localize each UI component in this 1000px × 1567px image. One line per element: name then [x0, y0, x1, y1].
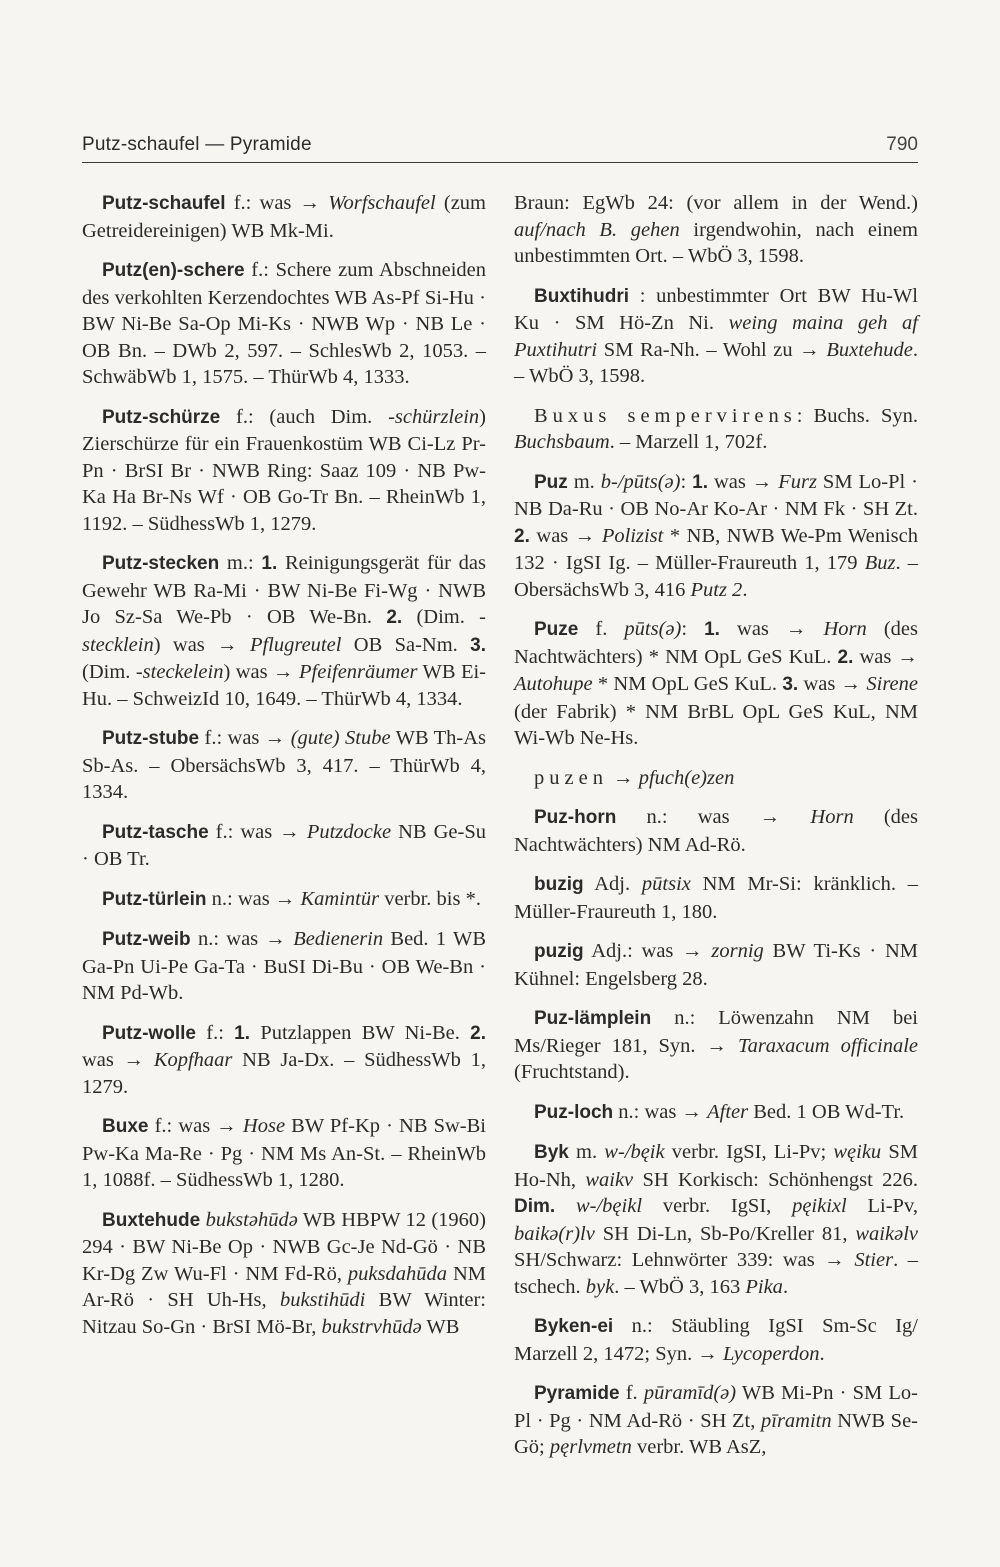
entry-italic-text: (gute) Stube	[290, 727, 391, 749]
entry-italic-text: Pfeifenräumer	[299, 661, 418, 683]
dictionary-entry	[82, 725, 486, 806]
entry-headword: Buxtihudri	[534, 285, 629, 307]
entry-text: SM Ra-Nh. – Wohl zu →	[597, 338, 827, 361]
entry-italic-text: Buz	[864, 552, 896, 574]
entry-headword: Puze	[534, 619, 579, 640]
entry-italic-text: -stecklein	[82, 606, 486, 656]
right-column	[514, 190, 918, 1474]
entry-italic-text: Stier	[854, 1249, 894, 1271]
entry-italic-text: Putz 2	[690, 578, 743, 601]
entry-headword-spaced: Buxus sempervirens	[534, 404, 797, 427]
entry-text: (zum Getreidereinigen) WB Mk-Mi.	[82, 192, 486, 242]
dictionary-entry	[82, 550, 486, 712]
entry-text: : unbestimmter Ort BW Hu-Wl Ku · SM Hö-Zn Ni.	[514, 284, 918, 334]
running-title: Putz-schaufel — Pyramide	[82, 134, 312, 155]
entry-italic-text: bukstrvhūdə	[321, 1315, 422, 1338]
entry-text: (des Nachtwächters) * NM OpL GeS KuL.	[514, 618, 918, 668]
entry-italic-text: weing maina geh af Puxtihutri	[514, 312, 918, 361]
entry-text: irgendwohin, nach einem unbestimmten Ort. – WbÖ 3, 1598.	[514, 218, 918, 267]
entry-text: . – WbÖ 3, 1598.	[514, 338, 918, 387]
entry-italic-text: Kamintür	[300, 887, 380, 910]
entry-italic-text: pīramitn	[761, 1409, 832, 1432]
entry-italic-text: pęikixl	[792, 1195, 847, 1217]
entry-text: (der Fabrik) * NM BrBL OpL GeS KuL, NM Wi-Wb Ne-Hs.	[514, 700, 918, 749]
entry-text: was →	[719, 618, 824, 640]
entry-text: NM Mr-Si: kränklich. – Müller-Fraureuth 1, 180.	[514, 873, 918, 923]
dictionary-entry	[82, 926, 486, 1007]
entry-text: NWB Se-Gö;	[514, 1409, 919, 1458]
entry-text: n.: was →	[206, 887, 301, 910]
entry-italic-text: Lycoperdon	[722, 1342, 820, 1365]
entry-italic-text: w-/bęikl	[575, 1195, 643, 1217]
entry-text: n.: Stäubling IgSI Sm-Sc Ig/ Marzell 2, 1472; Syn. →	[514, 1315, 918, 1365]
entry-text: verbr. WB AsZ,	[631, 1436, 767, 1458]
entry-text: NM Ar-Rö · SH Uh-Hs,	[82, 1262, 486, 1311]
dictionary-entry	[514, 1139, 918, 1300]
entry-text: BW Winter: Nitzau So-Gn · BrSI Mö-Br,	[82, 1289, 486, 1338]
entry-headword: Putz-stecken	[102, 553, 220, 574]
entry-headword: buzig	[534, 874, 584, 895]
entry-italic-text: Horn	[810, 806, 854, 828]
dictionary-entry	[514, 283, 918, 390]
entry-text: was →	[529, 524, 602, 547]
entry-italic-text: Hose	[242, 1115, 286, 1137]
dictionary-entry	[514, 1313, 918, 1367]
entry-text: . – ObersächsWb 3, 416	[514, 552, 918, 601]
entry-text: Adj.: was →	[583, 940, 712, 962]
entry-italic-text: pfuch(e)zen	[638, 766, 735, 789]
entry-text	[555, 1195, 576, 1217]
dictionary-entry	[82, 190, 486, 244]
entry-text: →	[607, 766, 639, 789]
entry-text: NB Ja-Dx. – SüdhessWb 1, 1279.	[82, 1049, 486, 1098]
entry-text: f.: Schere zum Abschneiden des verkohlten Kerzendochtes WB As-Pf Si-Hu · BW Ni-Be Sa-Op Mi-Ks · NWB Wp · NB Le · OB Bn. – DWb 2, 597. – SchlesWb 2, 1053. – SchwäbWb 1, 1575. – ThürWb 4, 1333.	[82, 259, 486, 388]
entry-italic-text: pūramīd(ə)	[643, 1382, 737, 1404]
entry-text: ) Zierschürze für ein Frauenkostüm WB Ci-Lz Pr-Pn · BrSI Br · NWB Ring: Saaz 109 · NB Pw-Ka Ha Br-Ns Wf · OB Go-Tr Bn. – RheinWb 1, 1192. – SüdhessWb 1, 1279.	[82, 405, 486, 535]
dictionary-entry	[514, 616, 918, 752]
entry-text: was →	[798, 673, 867, 695]
entry-text: (Dim.	[82, 661, 136, 683]
entry-text: BW Pf-Kp · NB Sw-Bi Pw-Ka Ma-Re · Pg · NM Ms An-St. – RheinWb 1, 1088f. – SüdhessWb 1, 1280.	[82, 1115, 487, 1191]
entry-italic-text: waikv	[585, 1168, 634, 1191]
entry-italic-text: pūtsix	[641, 873, 691, 895]
entry-italic-text: auf/nach B. gehen	[514, 218, 680, 241]
entry-headword: Putz-türlein	[102, 888, 207, 910]
entry-text: . – Marzell 1, 702f.	[609, 431, 768, 453]
entry-italic-text: Kopfhaar	[153, 1049, 233, 1071]
dictionary-entry	[514, 871, 918, 925]
entry-italic-text: zornig	[711, 940, 764, 962]
entry-text: f.: was →	[148, 1115, 243, 1137]
entry-italic-text: Horn	[823, 618, 867, 640]
entry-italic-text: bukstihūdi	[279, 1289, 366, 1311]
dictionary-entry	[514, 403, 918, 456]
entry-headword: Puz-loch	[534, 1101, 614, 1123]
entry-headword: Buxe	[102, 1116, 149, 1137]
entry-text: f.: was →	[208, 820, 307, 843]
entry-headword: Putz-schürze	[102, 406, 221, 428]
entry-text: verbr. bis *.	[379, 887, 481, 910]
entry-text: ) was →	[223, 661, 299, 683]
entry-text: (Dim.	[402, 606, 480, 628]
entry-italic-text: baikə(r)lv	[514, 1222, 595, 1245]
entry-text: f.	[578, 618, 625, 640]
entry-text: SH Di-Ln, Sb-Po/Kreller 81,	[594, 1222, 856, 1245]
entry-text: SM Lo-Pl · NB Da-Ru · OB No-Ar Ko-Ar · NM Fk · SH Zt.	[514, 470, 918, 520]
entry-headword: Putz-weib	[102, 929, 191, 950]
entry-text: WB HBPW 12 (1960) 294 · BW Ni-Be Op · NWB Gc-Je Nd-Gö · NB Kr-Dg Zw Wu-Fl · NM Fd-Rö,	[82, 1208, 487, 1285]
entry-italic-text: waikəlv	[855, 1222, 918, 1245]
entry-headword: Byk	[534, 1142, 569, 1163]
page-number: 790	[886, 134, 918, 155]
entry-italic-text: Putzdocke	[306, 820, 392, 843]
entry-sense-number: 3.	[470, 634, 486, 656]
entry-sense-number: 1.	[704, 619, 720, 640]
entry-italic-text: Bedienerin	[293, 928, 384, 950]
entry-text: . – tschech.	[514, 1249, 918, 1298]
dictionary-entry	[82, 886, 486, 914]
entry-text: SH Korkisch: Schönhengst 226.	[633, 1168, 918, 1191]
entry-headword: Buxtehude	[102, 1209, 201, 1231]
entry-text: . – WbÖ 3, 163	[614, 1275, 746, 1298]
entry-headword-spaced: puzen	[534, 766, 608, 789]
entry-text: f.:	[195, 1021, 235, 1044]
entry-italic-text: -steckelein	[135, 661, 224, 683]
dictionary-entry	[82, 819, 486, 873]
entry-headword: Putz(en)-schere	[102, 260, 245, 281]
entry-italic-text: After	[707, 1100, 749, 1123]
entry-text: n.: was →	[613, 1100, 708, 1123]
entry-sense-number: 1.	[692, 471, 708, 493]
entry-italic-text: Sirene	[866, 673, 918, 695]
entry-text: (Fruchtstand).	[514, 1061, 630, 1083]
entry-text: ) was →	[153, 633, 250, 656]
entry-text: .	[742, 578, 748, 601]
entry-text: was →	[82, 1049, 154, 1071]
entry-italic-text: Pika	[745, 1275, 783, 1298]
dictionary-entry	[514, 804, 918, 858]
entry-text: (des Nachtwächters) NM Ad-Rö.	[514, 806, 919, 856]
entry-text: SH/Schwarz: Lehnwörter 339: was →	[514, 1249, 855, 1271]
entry-headword: puzig	[534, 941, 584, 962]
entry-italic-text: węiku	[833, 1141, 882, 1163]
entry-headword: Puz-lämplein	[534, 1008, 652, 1029]
dictionary-entry	[82, 404, 486, 538]
dictionary-entry	[514, 938, 918, 992]
entry-text: m.	[567, 470, 601, 493]
entry-text: Adj.	[583, 873, 642, 895]
dictionary-entry	[514, 1380, 918, 1461]
entry-italic-text: Worfschaufel	[328, 192, 436, 214]
entry-text: Braun: EgWb 24: (vor allem in der Wend.)	[514, 192, 918, 214]
entry-italic-text: Pflugreutel	[249, 633, 342, 656]
entry-headword: Putz-wolle	[102, 1022, 196, 1044]
entry-headword: Putz-schaufel	[102, 193, 226, 214]
entry-text: WB Mi-Pn · SM Lo-Pl · Pg · NM Ad-Rö · SH Zt,	[514, 1382, 919, 1432]
entry-text: SM Ho-Nh,	[514, 1141, 918, 1191]
dictionary-entry	[82, 257, 486, 391]
entry-text: WB Th-As Sb-As. – ObersächsWb 3, 417. – ThürWb 4, 1334.	[82, 727, 487, 803]
entry-text: n.: Löwenzahn NM bei Ms/Rieger 181, Syn. →	[514, 1007, 918, 1057]
entry-text: was →	[853, 645, 918, 668]
entry-text: * NM OpL GeS KuL.	[592, 673, 783, 695]
running-header	[82, 132, 918, 163]
entry-italic-text: pūts(ə)	[624, 618, 682, 640]
entry-text: verbr. IgSI, Li-Pv;	[664, 1141, 834, 1163]
entry-text: f.	[619, 1382, 644, 1404]
entry-italic-text: puksdahūda	[347, 1262, 447, 1285]
entry-italic-text: Autohupe	[514, 673, 593, 695]
entry-text: :	[681, 618, 705, 640]
entry-text: BW Ti-Ks · NM Kühnel: Engelsberg 28.	[514, 940, 918, 990]
entry-headword: Putz-stube	[102, 728, 200, 749]
entry-text: f.: (auch Dim.	[220, 405, 389, 428]
entry-text: * NB, NWB We-Pm Wenisch 132 · IgSI Ig. – Müller-Fraureuth 1, 179	[514, 524, 919, 574]
entry-italic-text: Taraxacum officinale	[738, 1034, 918, 1057]
entry-italic-text: b-/pūts(ə)	[600, 470, 681, 493]
dictionary-entry	[514, 190, 918, 270]
entry-text: .	[782, 1275, 789, 1298]
left-column	[82, 190, 486, 1353]
entry-text: Putzlappen BW Ni-Be.	[250, 1021, 471, 1044]
entry-sense-number: Dim.	[514, 1196, 556, 1217]
entry-text: n.: was →	[616, 806, 811, 828]
entry-text: Bed. 1 OB Wd-Tr.	[748, 1100, 905, 1123]
entry-italic-text: -schürzlein	[388, 405, 480, 428]
dictionary-entry	[82, 1113, 486, 1194]
dictionary-entry	[514, 1005, 918, 1086]
entry-text: :	[680, 470, 693, 493]
entry-headword: Puz-horn	[534, 807, 617, 828]
dictionary-entry	[514, 765, 918, 792]
entry-headword: Pyramide	[534, 1383, 620, 1404]
entry-sense-number: 2.	[386, 607, 403, 628]
entry-sense-number: 2.	[470, 1022, 486, 1044]
entry-text: was →	[707, 470, 779, 493]
entry-sense-number: 2.	[514, 525, 530, 547]
entry-text: verbr. IgSI,	[642, 1195, 793, 1217]
entry-italic-text: Furz	[778, 470, 817, 493]
entry-text: Bed. 1 WB Ga-Pn Ui-Pe Ga-Ta · BuSI Di-Bu · OB We-Bn · NM Pd-Wb.	[82, 928, 486, 1004]
entry-text: n.: was →	[190, 928, 294, 950]
entry-text: f.: was →	[199, 727, 291, 749]
entry-italic-text: bukstəhūdə	[205, 1208, 298, 1231]
entry-headword: Byken-ei	[534, 1316, 614, 1337]
entry-text: WB	[421, 1315, 460, 1338]
entry-text: m.	[568, 1141, 605, 1163]
entry-text: Li-Pv,	[846, 1195, 918, 1217]
entry-sense-number: 1.	[261, 553, 278, 574]
entry-italic-text: Buchsbaum	[514, 431, 610, 453]
entry-italic-text: Polizist	[601, 524, 664, 547]
entry-text: WB Ei-Hu. – SchweizId 10, 1649. – ThürWb 4, 1334.	[82, 661, 486, 710]
entry-sense-number: 3.	[782, 674, 799, 695]
entry-text: f.: was →	[225, 192, 329, 214]
entry-italic-text: w-/bęik	[604, 1141, 665, 1163]
dictionary-entry	[82, 1020, 486, 1101]
entry-text: Reinigungsgerät für das Gewehr WB Ra-Mi · BW Ni-Be Fi-Wg · NWB Jo Sz-Sa We-Pb · OB We-Bn.	[82, 552, 486, 628]
entry-italic-text: pęrlvmetn	[549, 1436, 632, 1458]
entry-text: m.:	[219, 552, 262, 574]
entry-sense-number: 2.	[837, 646, 854, 668]
entry-sense-number: 1.	[234, 1022, 251, 1044]
entry-headword: Putz-tasche	[102, 821, 209, 843]
entry-italic-text: byk	[585, 1275, 615, 1298]
dictionary-entry	[514, 1099, 918, 1127]
entry-text: NB Ge-Su · OB Tr.	[82, 820, 487, 870]
entry-text: .	[819, 1342, 825, 1365]
entry-text: OB Sa-Nm.	[341, 633, 471, 656]
entry-headword: Puz	[534, 471, 568, 493]
entry-italic-text: Buxtehude	[826, 338, 913, 361]
dictionary-entry	[514, 469, 918, 604]
dictionary-entry	[82, 1207, 486, 1341]
entry-text: : Buchs. Syn.	[796, 404, 918, 427]
